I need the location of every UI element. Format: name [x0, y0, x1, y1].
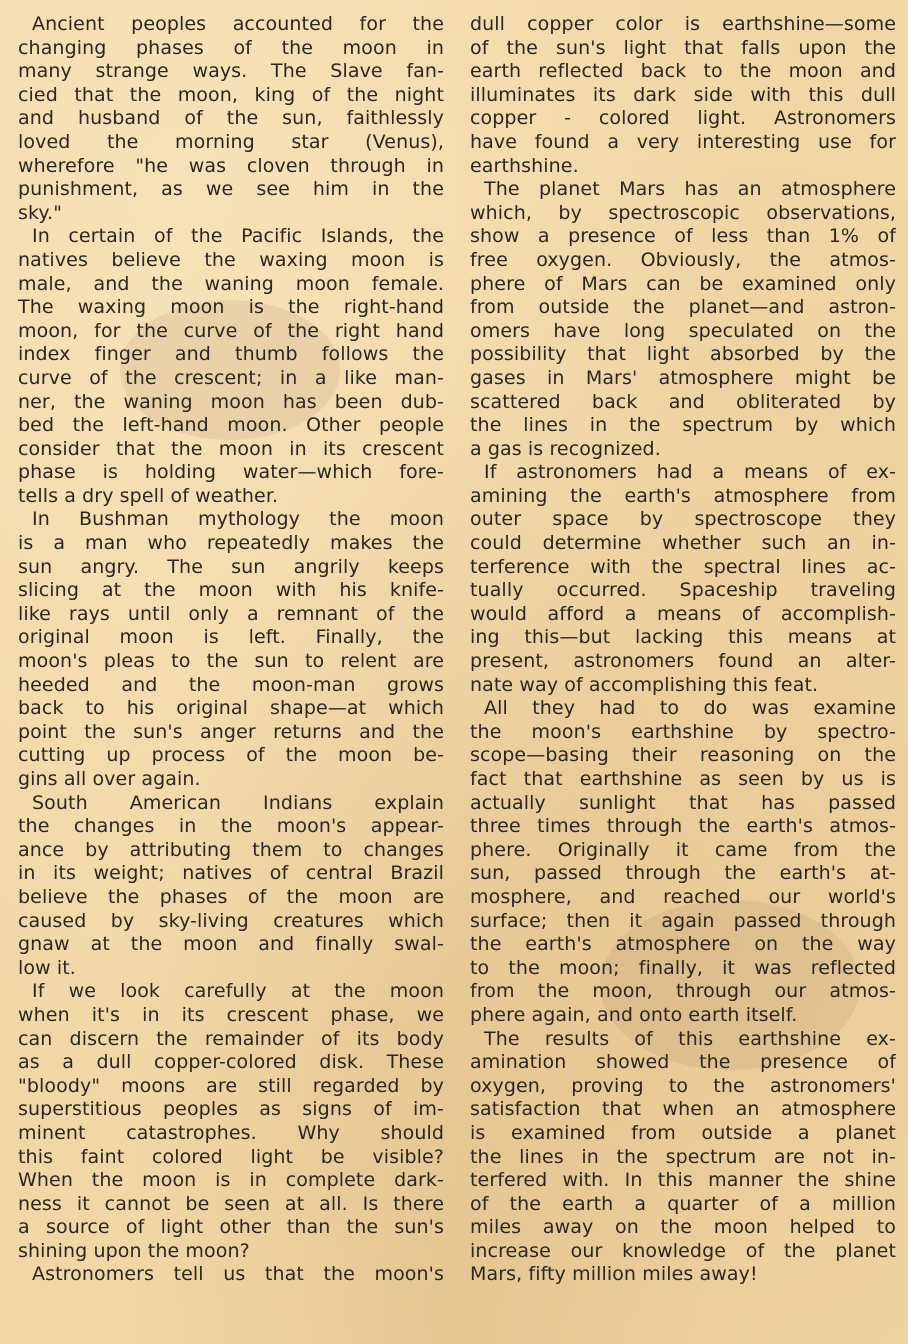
text-line: original moon is left. Finally, the [18, 626, 444, 649]
text-line: illuminates its dark side with this dull [470, 83, 896, 106]
text-line: earth reflected back to the moon and [470, 60, 896, 83]
text-line: this faint colored light be visible? [18, 1145, 444, 1168]
text-line: In certain of the Pacific Islands, the [32, 225, 444, 248]
text-line: slicing at the moon with his knife- [18, 579, 444, 602]
text-line: The results of this earthshine ex- [484, 1027, 896, 1050]
text-line: If we look carefully at the moon [32, 980, 444, 1003]
text-line: like rays until only a remnant of the [18, 602, 444, 625]
text-line: changing phases of the moon in [18, 36, 444, 59]
text-line: amination showed the presence of [470, 1051, 896, 1074]
text-line: scattered back and obliterated by [470, 390, 896, 413]
text-line: wherefore "he was cloven through in [18, 154, 444, 177]
text-line: When the moon is in complete dark- [18, 1169, 444, 1192]
text-line: terference with the spectral lines ac- [470, 555, 896, 578]
text-line: cutting up process of the moon be- [18, 744, 444, 767]
text-line: miles away on the moon helped to [470, 1216, 896, 1239]
text-line: back to his original shape—at which [18, 697, 444, 720]
text-line: present, astronomers found an alter- [470, 650, 896, 673]
text-line: The waxing moon is the right-hand [18, 296, 444, 319]
text-line: Ancient peoples accounted for the [32, 13, 444, 35]
text-line: ner, the waning moon has been dub- [18, 390, 444, 413]
text-line: heeded and the moon-man grows [18, 673, 444, 696]
text-line: moon's pleas to the sun to relent are [18, 650, 444, 673]
text-line: the lines in the spectrum by which [470, 414, 896, 437]
text-line: All they had to do was examine [484, 697, 896, 720]
text-line: phere of Mars can be examined only [470, 272, 896, 295]
text-line: bed the left-hand moon. Other people [18, 414, 444, 437]
text-line: ance by attributing them to changes [18, 838, 444, 861]
text-line: copper - colored light. Astronomers [470, 107, 896, 130]
text-line: caused by sky-living creatures which [18, 909, 444, 932]
text-line: a gas is recognized. [470, 437, 661, 460]
text-line: gases in Mars' atmosphere might be [470, 366, 896, 389]
left-text-column [18, 13, 444, 1333]
text-line: from outside the planet—and astron- [470, 296, 896, 319]
text-line: The planet Mars has an atmosphere [484, 178, 896, 201]
text-line: terfered with. In this manner the shine [470, 1169, 896, 1192]
text-line: can discern the remainder of its body [18, 1027, 444, 1050]
text-line: amining the earth's atmosphere from [470, 484, 896, 507]
text-line: phase is holding water—which fore- [18, 461, 444, 484]
text-line: scope—basing their reasoning on the [470, 744, 896, 767]
text-line: cied that the moon, king of the night [18, 83, 444, 106]
text-line: show a presence of less than 1% of [470, 225, 896, 248]
text-line: earthshine. [470, 154, 579, 177]
text-line: mosphere, and reached our world's [470, 885, 896, 908]
text-line: shining upon the moon? [18, 1239, 250, 1262]
text-line: minent catastrophes. Why should [18, 1121, 444, 1144]
text-line: would afford a means of accomplish- [470, 602, 896, 625]
text-line: in its weight; natives of central Brazil [18, 862, 444, 885]
text-line: male, and the waning moon female. [18, 272, 444, 295]
text-line: the lines in the spectrum are not in- [470, 1145, 896, 1168]
text-line: free oxygen. Obviously, the atmos- [470, 248, 896, 271]
text-line: many strange ways. The Slave fan- [18, 60, 444, 83]
text-line: ness it cannot be seen at all. Is there [18, 1192, 444, 1215]
text-line: superstitious peoples as signs of im- [18, 1098, 444, 1121]
text-line: which, by spectroscopic observations, [470, 201, 896, 224]
text-line: a source of light other than the sun's [18, 1216, 444, 1239]
text-line: If astronomers had a means of ex- [484, 461, 896, 484]
text-line: of the sun's light that falls upon the [470, 36, 896, 59]
text-line: gins all over again. [18, 768, 201, 790]
text-line: punishment, as we see him in the [18, 178, 444, 201]
text-line: nate way of accomplishing this feat. [470, 673, 819, 696]
text-line: point the sun's anger returns and the [18, 720, 444, 743]
text-line: believe the phases of the moon are [18, 885, 444, 908]
text-line: sun, passed through the earth's at- [470, 862, 896, 885]
text-line: the earth's atmosphere on the way [470, 933, 896, 956]
text-line: loved the morning star (Venus), [18, 130, 444, 153]
text-line: In Bushman mythology the moon [32, 508, 444, 531]
text-line: phere. Originally it came from the [470, 838, 896, 861]
text-line: omers have long speculated on the [470, 319, 896, 342]
text-line: of the earth a quarter of a million [470, 1192, 896, 1215]
text-line: sun angry. The sun angrily keeps [18, 555, 444, 578]
text-line: the changes in the moon's appear- [18, 815, 444, 838]
text-line: sky." [18, 201, 63, 224]
text-line: phere again, and onto earth itself. [470, 1003, 798, 1026]
text-line: when it's in its crescent phase, we [18, 1003, 444, 1026]
text-line: increase our knowledge of the planet [470, 1239, 896, 1262]
text-line: the moon's earthshine by spectro- [470, 720, 896, 743]
text-line: as a dull copper-colored disk. These [18, 1051, 444, 1074]
text-line: actually sunlight that has passed [470, 791, 896, 814]
text-line: moon, for the curve of the right hand [18, 319, 444, 342]
text-line: could determine whether such an in- [470, 532, 896, 555]
text-line: outer space by spectroscope they [470, 508, 896, 531]
text-line: oxygen, proving to the astronomers' [470, 1074, 896, 1097]
text-line: ing this—but lacking this means at [470, 626, 896, 649]
text-line: curve of the crescent; in a like man- [18, 366, 444, 389]
text-line: tually occurred. Spaceship traveling [470, 579, 896, 602]
text-line: "bloody" moons are still regarded by [18, 1074, 444, 1097]
text-line: fact that earthshine as seen by us is [470, 768, 896, 790]
text-line: dull copper color is earthshine—some [470, 13, 896, 35]
text-line: possibility that light absorbed by the [470, 343, 896, 366]
text-line: from the moon, through our atmos- [470, 980, 896, 1003]
right-text-column [470, 13, 896, 1333]
text-line: is examined from outside a planet [470, 1121, 896, 1144]
text-line: satisfaction that when an atmosphere [470, 1098, 896, 1121]
text-line: have found a very interesting use for [470, 130, 896, 153]
text-line: South American Indians explain [32, 791, 444, 814]
text-line: three times through the earth's atmos- [470, 815, 896, 838]
text-line: and husband of the sun, faithlessly [18, 107, 444, 130]
text-line: surface; then it again passed through [470, 909, 896, 932]
text-line: Mars, fifty million miles away! [470, 1263, 758, 1286]
text-line: to the moon; finally, it was reflected [470, 956, 896, 979]
text-line: natives believe the waxing moon is [18, 248, 444, 271]
text-line: consider that the moon in its crescent [18, 437, 444, 460]
text-line: gnaw at the moon and finally swal- [18, 933, 444, 956]
text-line: tells a dry spell of weather. [18, 484, 279, 507]
text-line: is a man who repeatedly makes the [18, 532, 444, 555]
text-line: low it. [18, 956, 76, 979]
text-line: index finger and thumb follows the [18, 343, 444, 366]
text-line: Astronomers tell us that the moon's [32, 1263, 444, 1286]
